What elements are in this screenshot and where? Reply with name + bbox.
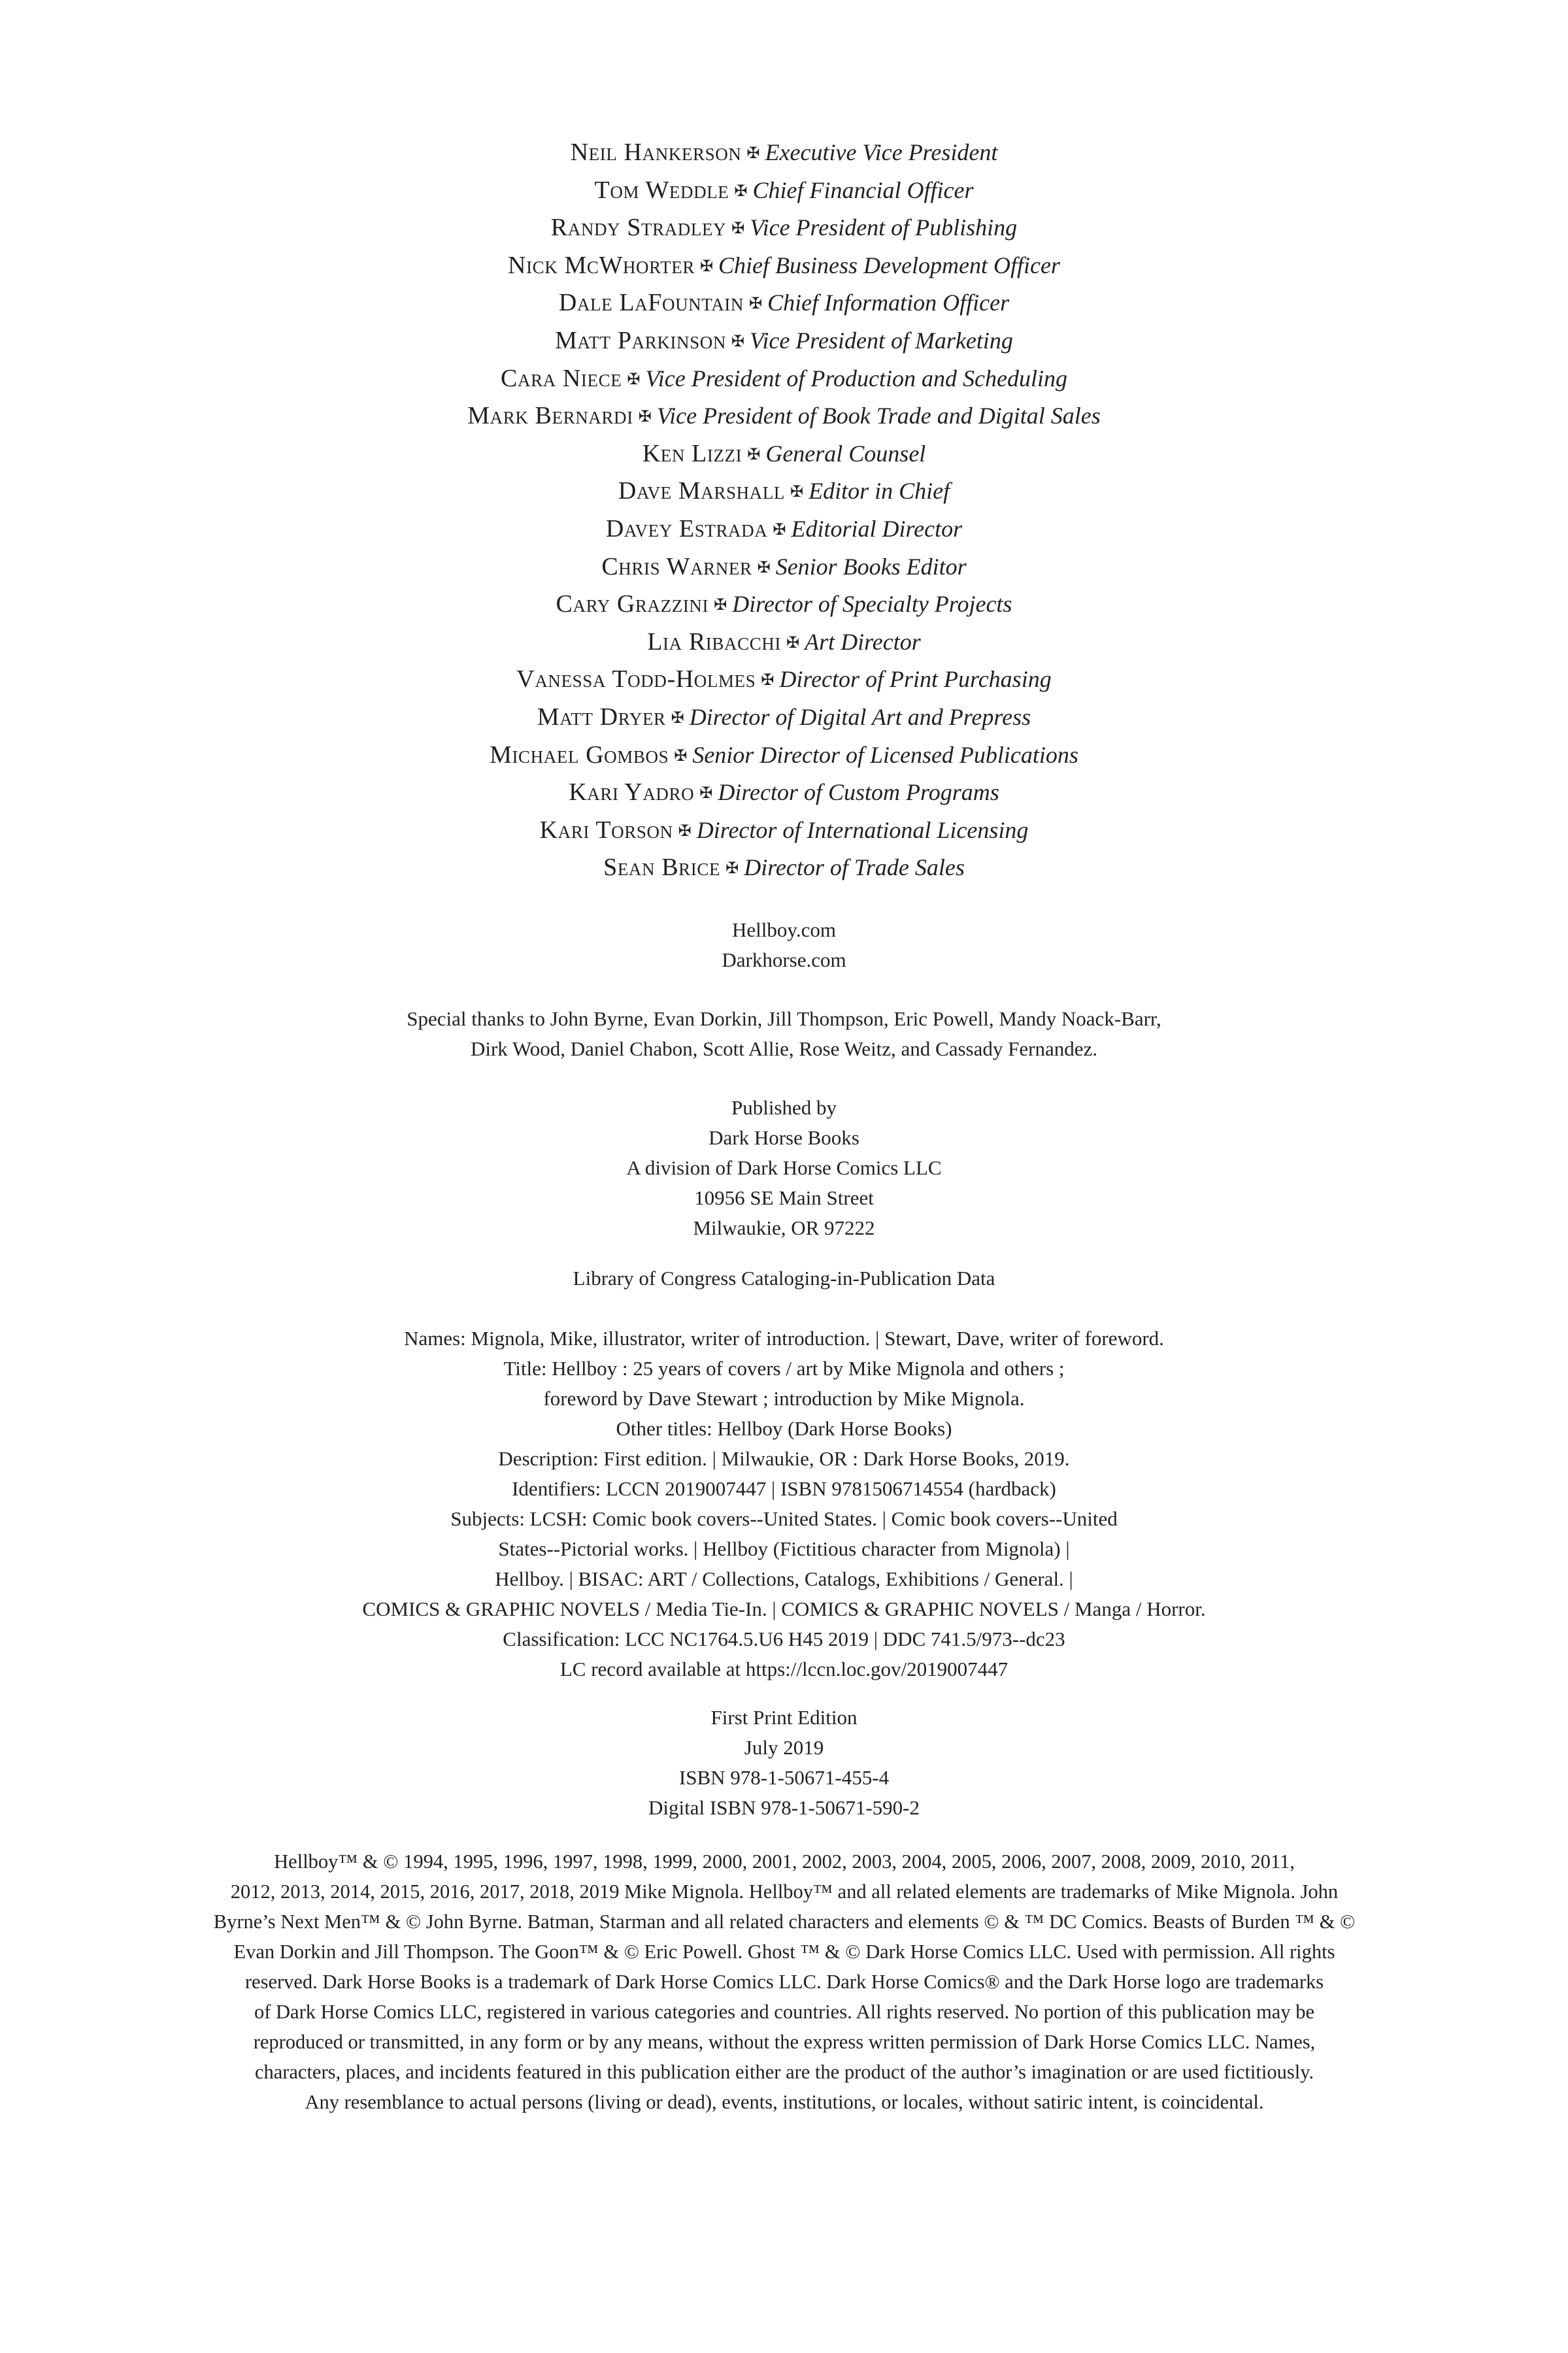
cross-separator-icon: ✠ bbox=[699, 785, 713, 803]
staff-row bbox=[0, 586, 1568, 624]
staff-name: Tom Weddle bbox=[594, 176, 729, 204]
cip-line: COMICS & GRAPHIC NOVELS / Media Tie-In. | COMICS & GRAPHIC NOVELS / Manga / Horror. bbox=[362, 1597, 1206, 1620]
staff-name: Nick McWhorter bbox=[508, 251, 695, 279]
legal-line: characters, places, and incidents featured in this publication either are the product of the author’s imagination or are used fictitiously. bbox=[254, 2061, 1314, 2083]
edition-line: Digital ISBN 978-1-50671-590-2 bbox=[648, 1796, 920, 1819]
edition-line: July 2019 bbox=[744, 1736, 824, 1759]
staff-row bbox=[0, 435, 1568, 473]
staff-title: Editor in Chief bbox=[809, 478, 950, 505]
staff-name: Matt Dryer bbox=[537, 703, 666, 731]
staff-title: Director of International Licensing bbox=[696, 816, 1029, 843]
staff-name: Lia Ribacchi bbox=[647, 627, 781, 656]
cip-line: Names: Mignola, Mike, illustrator, writer of introduction. | Stewart, Dave, writer of foreword. bbox=[404, 1327, 1164, 1350]
staff-name: Matt Parkinson bbox=[555, 326, 726, 354]
cross-separator-icon: ✠ bbox=[790, 484, 804, 501]
staff-row bbox=[0, 624, 1568, 661]
staff-row bbox=[0, 812, 1568, 850]
thanks-line: Special thanks to John Byrne, Evan Dorkin, Jill Thompson, Eric Powell, Mandy Noack-Barr, bbox=[407, 1007, 1161, 1030]
staff-name: Sean Brice bbox=[603, 854, 721, 882]
staff-title: Chief Information Officer bbox=[767, 290, 1010, 316]
staff-title: Director of Digital Art and Prepress bbox=[689, 703, 1031, 730]
staff-row bbox=[0, 322, 1568, 360]
staff-title: Director of Custom Programs bbox=[718, 779, 999, 806]
cip-line: Description: First edition. | Milwaukie, OR : Dark Horse Books, 2019. bbox=[498, 1447, 1070, 1470]
cross-separator-icon: ✠ bbox=[714, 597, 727, 614]
cross-separator-icon: ✠ bbox=[734, 182, 748, 200]
staff-title: Vice President of Production and Scheduling bbox=[645, 365, 1067, 392]
staff-title: Senior Director of Licensed Publications bbox=[692, 741, 1078, 768]
cip-line: LC record available at https://lccn.loc.gov/2019007447 bbox=[559, 1658, 1009, 1680]
staff-row bbox=[0, 360, 1568, 398]
staff-row bbox=[0, 247, 1568, 285]
cross-separator-icon: ✠ bbox=[773, 521, 786, 539]
staff-title: Chief Financial Officer bbox=[752, 176, 974, 203]
staff-row bbox=[0, 510, 1568, 548]
cip-line: Subjects: LCSH: Comic book covers--United States. | Comic book covers--United bbox=[450, 1507, 1118, 1530]
websites bbox=[0, 915, 1568, 975]
cip-line: Identifiers: LCCN 2019007447 | ISBN 9781506714554 (hardback) bbox=[512, 1477, 1056, 1500]
cross-separator-icon: ✠ bbox=[699, 258, 714, 275]
staff-row bbox=[0, 209, 1568, 247]
staff-title: Executive Vice President bbox=[765, 139, 998, 165]
cross-separator-icon: ✠ bbox=[638, 409, 652, 426]
staff-name: Ken Lizzi bbox=[642, 439, 742, 467]
staff-row bbox=[0, 661, 1568, 699]
legal-line: Any resemblance to actual persons (living or dead), events, institutions, or locales, without satiric intent, is coincidental. bbox=[305, 2091, 1264, 2113]
cip-line: Other titles: Hellboy (Dark Horse Books) bbox=[616, 1417, 952, 1440]
edition-line: ISBN 978-1-50671-455-4 bbox=[678, 1766, 890, 1789]
legal-line: 2012, 2013, 2014, 2015, 2016, 2017, 2018, 2019 Mike Mignola. Hellboy™ and all related elements are trademarks of Mike Mignola. John bbox=[230, 1880, 1339, 1903]
staff-name: Dave Marshall bbox=[618, 477, 785, 505]
staff-row bbox=[0, 699, 1568, 737]
staff-name: Vanessa Todd-Holmes bbox=[516, 665, 756, 693]
cross-separator-icon: ✠ bbox=[757, 559, 771, 576]
staff-list bbox=[0, 134, 1568, 887]
staff-name: Neil Hankerson bbox=[570, 139, 742, 166]
staff-row bbox=[0, 134, 1568, 172]
legal-line: reserved. Dark Horse Books is a trademark of Dark Horse Comics LLC. Dark Horse Comics® and the Dark Horse logo are trademarks bbox=[244, 1971, 1324, 1993]
cross-separator-icon: ✠ bbox=[761, 672, 775, 690]
publisher-line: Milwaukie, OR 97222 bbox=[693, 1216, 875, 1239]
cross-separator-icon: ✠ bbox=[746, 145, 760, 162]
cross-separator-icon: ✠ bbox=[674, 747, 688, 765]
website-hellboy: Hellboy.com bbox=[732, 918, 836, 941]
staff-title: Vice President of Book Trade and Digital Sales bbox=[656, 403, 1101, 429]
edition-line: First Print Edition bbox=[710, 1706, 858, 1729]
cross-separator-icon: ✠ bbox=[726, 860, 739, 878]
cross-separator-icon: ✠ bbox=[671, 709, 684, 727]
cip-line: Hellboy. | BISAC: ART / Collections, Catalogs, Exhibitions / General. | bbox=[495, 1567, 1073, 1590]
library-heading bbox=[0, 1263, 1568, 1293]
staff-row bbox=[0, 397, 1568, 435]
staff-name: Kari Yadro bbox=[569, 778, 695, 807]
publisher-line: A division of Dark Horse Comics LLC bbox=[626, 1156, 942, 1179]
staff-title: Vice President of Publishing bbox=[750, 214, 1018, 241]
staff-row bbox=[0, 774, 1568, 812]
cross-separator-icon: ✠ bbox=[747, 446, 761, 463]
cross-separator-icon: ✠ bbox=[731, 333, 745, 350]
edition-info bbox=[0, 1703, 1568, 1823]
publisher-info bbox=[0, 1093, 1568, 1243]
staff-row bbox=[0, 737, 1568, 775]
staff-row bbox=[0, 473, 1568, 510]
staff-name: Cara Niece bbox=[501, 364, 622, 392]
staff-title: Art Director bbox=[805, 628, 921, 655]
staff-row bbox=[0, 548, 1568, 586]
cip-line: Title: Hellboy : 25 years of covers / art by Mike Mignola and others ; bbox=[503, 1357, 1065, 1380]
cross-separator-icon: ✠ bbox=[678, 822, 692, 840]
legal-line: Hellboy™ & © 1994, 1995, 1996, 1997, 1998, 1999, 2000, 2001, 2002, 2003, 2004, 2005, 2006, 2007, 2008, 2009, 2010, 2011, bbox=[274, 1850, 1295, 1873]
website-darkhorse: Darkhorse.com bbox=[722, 948, 846, 971]
staff-title: Editorial Director bbox=[791, 515, 963, 542]
staff-title: Director of Specialty Projects bbox=[732, 591, 1012, 618]
staff-title: General Counsel bbox=[765, 440, 926, 467]
staff-name: Randy Stradley bbox=[550, 214, 727, 242]
legal-line: Byrne’s Next Men™ & © John Byrne. Batman, Starman and all related characters and elements © & ™ DC Comics. Beasts of Burden ™ & © bbox=[213, 1911, 1356, 1933]
legal-line: reproduced or transmitted, in any form or by any means, without the express written permission of Dark Horse Comics LLC. Names, bbox=[253, 2031, 1316, 2053]
staff-name: Davey Estrada bbox=[605, 514, 768, 542]
staff-name: Cary Grazzini bbox=[556, 590, 709, 618]
cross-separator-icon: ✠ bbox=[786, 634, 800, 652]
staff-name: Kari Torson bbox=[539, 816, 673, 844]
staff-title: Chief Business Development Officer bbox=[718, 252, 1060, 278]
staff-name: Chris Warner bbox=[601, 552, 752, 580]
cip-data bbox=[0, 1324, 1568, 1684]
publisher-line: Published by bbox=[731, 1096, 837, 1119]
special-thanks bbox=[0, 1004, 1568, 1064]
staff-title: Senior Books Editor bbox=[775, 553, 967, 580]
staff-title: Director of Trade Sales bbox=[744, 854, 965, 881]
legal-line: of Dark Horse Comics LLC, registered in various categories and countries. All rights reserved. No portion of this publication may be bbox=[254, 2001, 1315, 2023]
cross-separator-icon: ✠ bbox=[627, 371, 641, 388]
staff-title: Director of Print Purchasing bbox=[779, 666, 1052, 693]
staff-title: Vice President of Marketing bbox=[750, 327, 1013, 354]
cip-line: States--Pictorial works. | Hellboy (Fictitious character from Mignola) | bbox=[498, 1537, 1070, 1560]
staff-row bbox=[0, 284, 1568, 322]
legal-line: Evan Dorkin and Jill Thompson. The Goon™ & © Eric Powell. Ghost ™ & © Dark Horse Comics LLC. Used with permission. All rights bbox=[233, 1941, 1335, 1963]
staff-row bbox=[0, 172, 1568, 210]
cross-separator-icon: ✠ bbox=[731, 220, 745, 238]
library-line: Library of Congress Cataloging-in-Publication Data bbox=[573, 1267, 995, 1290]
staff-name: Mark Bernardi bbox=[467, 402, 633, 430]
thanks-line: Dirk Wood, Daniel Chabon, Scott Allie, Rose Weitz, and Cassady Fernandez. bbox=[470, 1037, 1097, 1060]
staff-row bbox=[0, 849, 1568, 887]
legal-notice bbox=[144, 1846, 1425, 2117]
staff-name: Dale LaFountain bbox=[558, 289, 744, 317]
cip-line: Classification: LCC NC1764.5.U6 H45 2019 | DDC 741.5/973--dc23 bbox=[503, 1627, 1065, 1650]
cross-separator-icon: ✠ bbox=[749, 295, 763, 313]
publisher-line: Dark Horse Books bbox=[709, 1126, 859, 1149]
staff-name: Michael Gombos bbox=[490, 741, 669, 769]
publisher-line: 10956 SE Main Street bbox=[694, 1186, 874, 1209]
cip-line: foreword by Dave Stewart ; introduction by Mike Mignola. bbox=[543, 1387, 1025, 1410]
